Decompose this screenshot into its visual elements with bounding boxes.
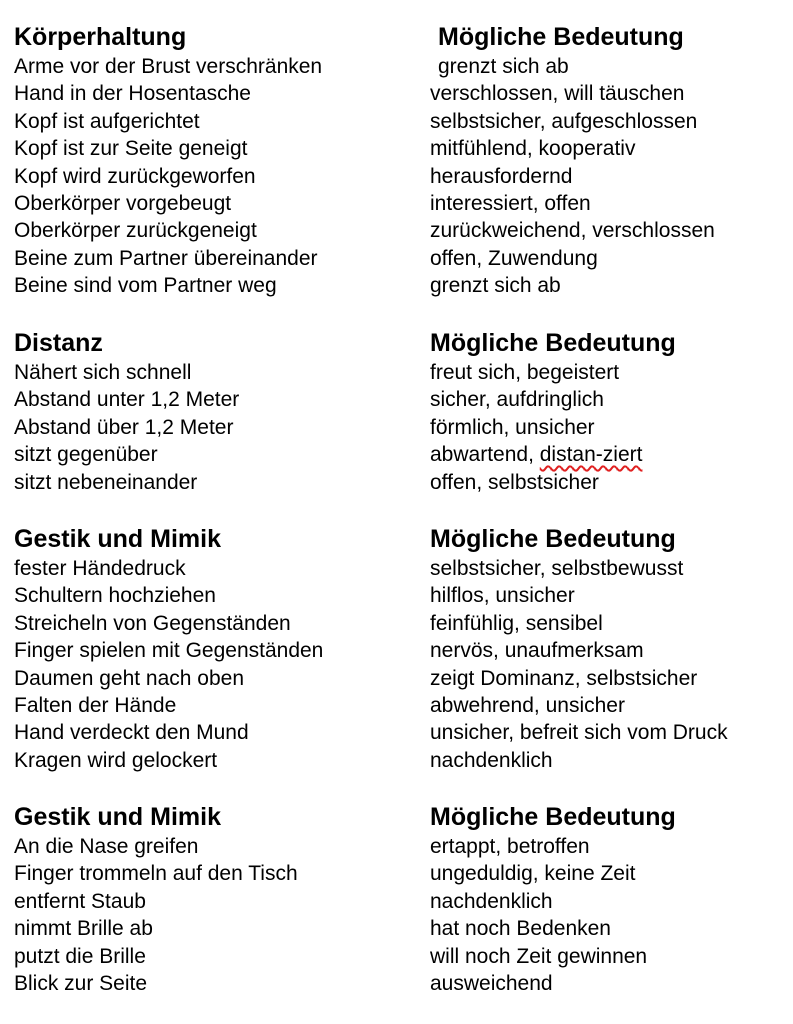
table-row [0, 108, 793, 135]
table-row [0, 833, 793, 860]
meaning-text: feinfühlig, sensibel [430, 611, 603, 635]
table-row [0, 582, 793, 609]
meaning-text: zurückweichend, verschlossen [430, 219, 715, 243]
meaning-text: unsicher, befreit sich vom Druck [430, 721, 728, 745]
table-row [0, 272, 793, 299]
table-row [0, 163, 793, 190]
behavior-text: Finger spielen mit Gegenständen [14, 639, 324, 663]
section-header-row [0, 328, 793, 359]
table-row [0, 80, 793, 107]
section-header-row [0, 22, 793, 53]
meaning-text: hilflos, unsicher [430, 584, 575, 608]
behavior-text: Hand verdeckt den Mund [14, 721, 249, 745]
behavior-text: Beine zum Partner übereinander [14, 246, 318, 270]
behavior-text: Abstand über 1,2 Meter [14, 415, 234, 439]
spellcheck-flagged-word: distan-ziert [539, 443, 643, 467]
meaning-text: ertappt, betroffen [430, 835, 590, 858]
meaning-text: förmlich, unsicher [430, 415, 595, 439]
meaning-heading: Mögliche Bedeutung [430, 803, 676, 831]
behavior-text: Arme vor der Brust verschränken [14, 55, 323, 78]
behavior-text: fester Händedruck [14, 557, 186, 580]
meaning-text: abwehrend, unsicher [430, 693, 625, 717]
behavior-text: Kopf wird zurückgeworfen [14, 164, 256, 188]
behavior-text: Hand in der Hosentasche [14, 82, 251, 106]
section-distanz [0, 328, 793, 496]
table-row [0, 441, 793, 468]
table-row [0, 359, 793, 386]
meaning-text: hat noch Bedenken [430, 917, 611, 941]
meaning-text-part: abwartend, [430, 443, 540, 467]
meaning-heading: Mögliche Bedeutung [430, 329, 676, 357]
table-row [0, 970, 793, 997]
behavior-text: Abstand unter 1,2 Meter [14, 388, 240, 412]
behavior-text: Kragen wird gelockert [14, 748, 218, 772]
behavior-text: Kopf ist aufgerichtet [14, 109, 200, 133]
behavior-text: sitzt nebeneinander [14, 470, 198, 494]
meaning-text: will noch Zeit gewinnen [430, 944, 648, 968]
table-row [0, 469, 793, 496]
behavior-text: Beine sind vom Partner weg [14, 274, 277, 298]
behavior-text: Falten der Hände [14, 693, 177, 717]
table-row [0, 692, 793, 719]
meaning-text [430, 441, 642, 468]
behavior-text: Schultern hochziehen [14, 584, 216, 608]
section-koerperhaltung [0, 22, 793, 300]
section-gestik-mimik-1 [0, 524, 793, 774]
table-row [0, 135, 793, 162]
behavior-text: entfernt Staub [14, 889, 146, 913]
meaning-text: nachdenklich [430, 748, 553, 772]
meaning-text: verschlossen, will täuschen [430, 82, 685, 106]
behavior-text: putzt die Brille [14, 944, 146, 968]
table-row [0, 915, 793, 942]
behavior-text: sitzt gegenüber [14, 443, 158, 467]
behavior-text: Oberkörper zurückgeneigt [14, 219, 257, 243]
meaning-text: offen, selbstsicher [430, 470, 599, 494]
table-row [0, 637, 793, 664]
table-row [0, 888, 793, 915]
table-row [0, 386, 793, 413]
table-row [0, 414, 793, 441]
section-header-row [0, 802, 793, 833]
meaning-text: grenzt sich ab [430, 274, 561, 298]
meaning-text: nervös, unaufmerksam [430, 639, 644, 663]
meaning-text: zeigt Dominanz, selbstsicher [430, 666, 698, 690]
section-heading: Körperhaltung [14, 23, 187, 51]
section-gestik-mimik-2 [0, 802, 793, 997]
meaning-text: herausfordernd [430, 164, 573, 188]
section-heading: Gestik und Mimik [14, 803, 221, 831]
meaning-text: freut sich, begeistert [430, 361, 620, 384]
behavior-text: Daumen geht nach oben [14, 666, 245, 690]
behavior-text: An die Nase greifen [14, 835, 199, 858]
behavior-text: Nähert sich schnell [14, 361, 192, 384]
meaning-text: offen, Zuwendung [430, 246, 598, 270]
meaning-text: grenzt sich ab [438, 55, 569, 78]
table-row [0, 943, 793, 970]
section-heading: Distanz [14, 329, 103, 357]
table-row [0, 747, 793, 774]
behavior-text: nimmt Brille ab [14, 917, 153, 941]
behavior-text: Finger trommeln auf den Tisch [14, 862, 298, 886]
meaning-text: sicher, aufdringlich [430, 388, 604, 412]
meaning-heading: Mögliche Bedeutung [430, 525, 676, 553]
section-heading: Gestik und Mimik [14, 525, 221, 553]
table-row [0, 610, 793, 637]
table-row [0, 217, 793, 244]
meaning-text: nachdenklich [430, 889, 553, 913]
meaning-text: ungeduldig, keine Zeit [430, 862, 636, 886]
behavior-text: Kopf ist zur Seite geneigt [14, 137, 248, 161]
behavior-text: Streicheln von Gegenständen [14, 611, 291, 635]
meaning-text: interessiert, offen [430, 191, 591, 215]
meaning-text: mitfühlend, kooperativ [430, 137, 636, 161]
table-row [0, 665, 793, 692]
table-row [0, 53, 793, 80]
meaning-heading: Mögliche Bedeutung [438, 23, 684, 51]
meaning-text: selbstsicher, aufgeschlossen [430, 109, 698, 133]
meaning-text: ausweichend [430, 971, 553, 995]
table-row [0, 555, 793, 582]
section-header-row [0, 524, 793, 555]
table-row [0, 719, 793, 746]
behavior-text: Oberkörper vorgebeugt [14, 191, 232, 215]
meaning-text: selbstsicher, selbstbewusst [430, 557, 684, 580]
behavior-text: Blick zur Seite [14, 971, 148, 995]
table-row [0, 190, 793, 217]
table-row [0, 245, 793, 272]
table-row [0, 860, 793, 887]
